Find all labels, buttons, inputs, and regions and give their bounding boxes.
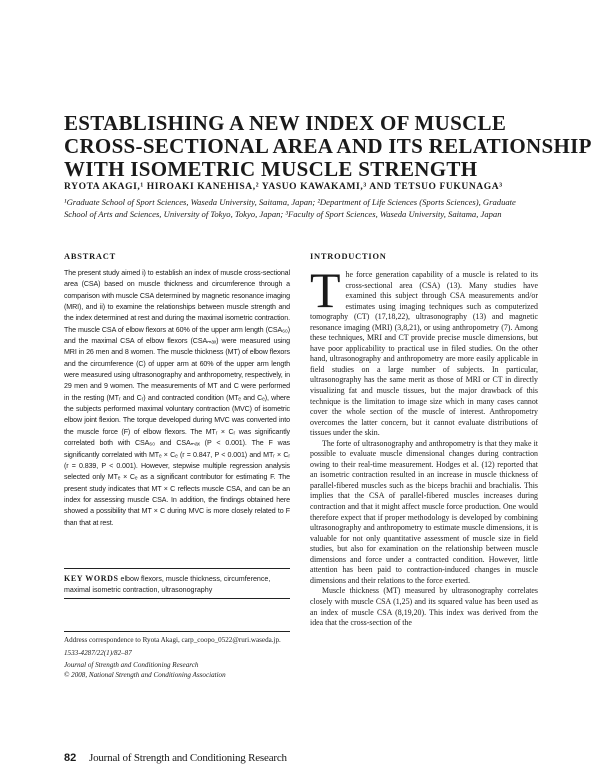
introduction-body	[310, 262, 538, 629]
title-line-1: ESTABLISHING A NEW INDEX OF MUSCLE	[64, 111, 507, 135]
intro-paragraph-2: The forte of ultrasonography and anthropometry is that they make it possible to evaluate muscle dimensional changes during contraction owing to their real-time measurement. Hodges et al. (12) reported that an isometric contraction resulted in an increase in muscle thickness of parallel-fibered muscles such as the biceps brachii and brachialis. This implies that the CSA of parallel-fibered muscles increases during contraction and that it might affect muscle force production. One would therefore expect that if proper methodology is developed by combining ultrasonography and anthropometry to estimate muscle dimensions, it is valuable for not only quantitative assessment of muscle size in field studies, but also for examination on the relationship between muscle dimensions and force under a contracted condition. However, little attention has been paid to contraction-induced changes in muscle dimensions and their relations to the force exerted.	[310, 438, 538, 585]
title-line-2: CROSS-SECTIONAL AREA AND ITS RELATIONSHIP	[64, 134, 592, 158]
keywords	[64, 573, 290, 597]
keywords-label: KEY WORDS	[64, 574, 119, 583]
issn-line: 1533-4287/22(1)/82–87	[64, 648, 132, 657]
abstract-heading: ABSTRACT	[64, 252, 117, 261]
keywords-text: elbow flexors, muscle thickness, circumference, maximal isometric contraction, ultrasonography	[64, 575, 271, 595]
correspondence-note: Address correspondence to Ryota Akagi, carp_coopo_0522@ruri.waseda.jp.	[64, 636, 281, 644]
keywords-bottom-rule	[64, 598, 290, 599]
copyright-line: © 2008, National Strength and Conditioning Association	[64, 670, 226, 679]
keywords-top-rule	[64, 568, 290, 569]
abstract-text: The present study aimed i) to establish an index of muscle cross-sectional area (CSA) based on muscle thickness and circumference through a comparison with muscle CSA determined by magnetic resonance imaging (MRI), and ii) to examine the relationships between muscle strength and the index determined at rest and during the maximal isometric contraction. The muscle CSA of elbow flexors at 60% of the upper arm length (CSA₆₀) and the maximal CSA of elbow flexors (CSAₘₐₓ) were measured using MRI in 26 men and 8 women. The muscle thickness (MT) of elbow flexors and the circumference (C) of upper arm at 60% of the upper arm length were measured using ultrasonography and anthropometry, respectively, in 29 men and 9 women. The measurements of MT and C were performed in the resting (MTᵣ and Cᵣ) and contracted condition (MTₑ and Cₑ), where the subjects performed maximal voluntary contraction (MVC) of isometric elbow joint flexion. The torque developed during MVC was converted into the muscle force (F) of elbow flexors. The MTᵣ × Cᵣ was significantly correlated both with CSA₆₀ and CSAₘₐₓ (P < 0.001). The F was significantly correlated with MTₑ × Cₑ (r = 0.847, P < 0.001) and MTᵣ × Cᵣ (r = 0.839, P < 0.001). However, stepwise multiple regression analysis selected only MTₑ × Cₑ as a significant contributor for estimating F. The present study indicates that MT × C reflects muscle CSA, and can be an index for assessing muscle CSA. In addition, the findings obtained here showed a possibility that MT × C during MVC is more closely related to F than that at rest.	[64, 269, 290, 527]
intro-paragraph-1: The force generation capability of a muscle is related to its cross-sectional area (CSA) (13). Many studies have examined this subject through CSA measurements and/or estimates using imaging techniques such as computerized tomography (CT) (17,18,22), ultrasonography (13) and magnetic resonance imaging (MRI) (3,8,21), or using anthropometry (7). Among these techniques, MRI and CT provide precise muscle dimensions, but have poor applicability to practical use in filed studies. On the other hand, ultrasonography and anthropometry are more easily applicable in field studies on a large number of subjects. In particular, ultrasonography has the same merit as those of MRI or CT in directly visualizing fat and muscle tissues, but the major drawback of this technique is the limitation to image size which in many cases cannot cover the whole section of the muscle of interest. Anthropometry overcomes the latter concern, but it cannot evaluate distributions of tissues under the skin.	[310, 262, 538, 438]
page-number: 82	[64, 752, 77, 764]
page-footer	[64, 752, 287, 764]
title-line-3: WITH ISOMETRIC MUSCLE STRENGTH	[64, 157, 478, 181]
drop-cap: T	[310, 262, 341, 318]
author-list: RYOTA AKAGI,¹ HIROAKI KANEHISA,² YASUO KAWAKAMI,³ AND TETSUO FUKUNAGA³	[64, 182, 503, 192]
journal-name: Journal of Strength and Conditioning Research	[89, 752, 287, 764]
footnote	[64, 636, 290, 680]
article-title	[64, 111, 592, 181]
introduction-heading: INTRODUCTION	[310, 252, 387, 261]
intro-paragraph-3: Muscle thickness (MT) measured by ultrasonography correlates closely with muscle CSA (1,25) and its squared value has been used as an index of muscle CSA (8,19,20). This index was derived from the idea that the cross-section of the	[310, 586, 538, 628]
journal-citation: Journal of Strength and Conditioning Research	[64, 661, 199, 670]
footnote-rule	[64, 631, 290, 632]
affiliations: ¹Graduate School of Sport Sciences, Waseda University, Saitama, Japan; ²Department of Life Sciences (Sports Sciences), Graduate School of Arts and Sciences, University of Tokyo, Tokyo, Japan; ³Faculty of Sport Sciences, Waseda University, Saitama, Japan	[64, 197, 516, 219]
